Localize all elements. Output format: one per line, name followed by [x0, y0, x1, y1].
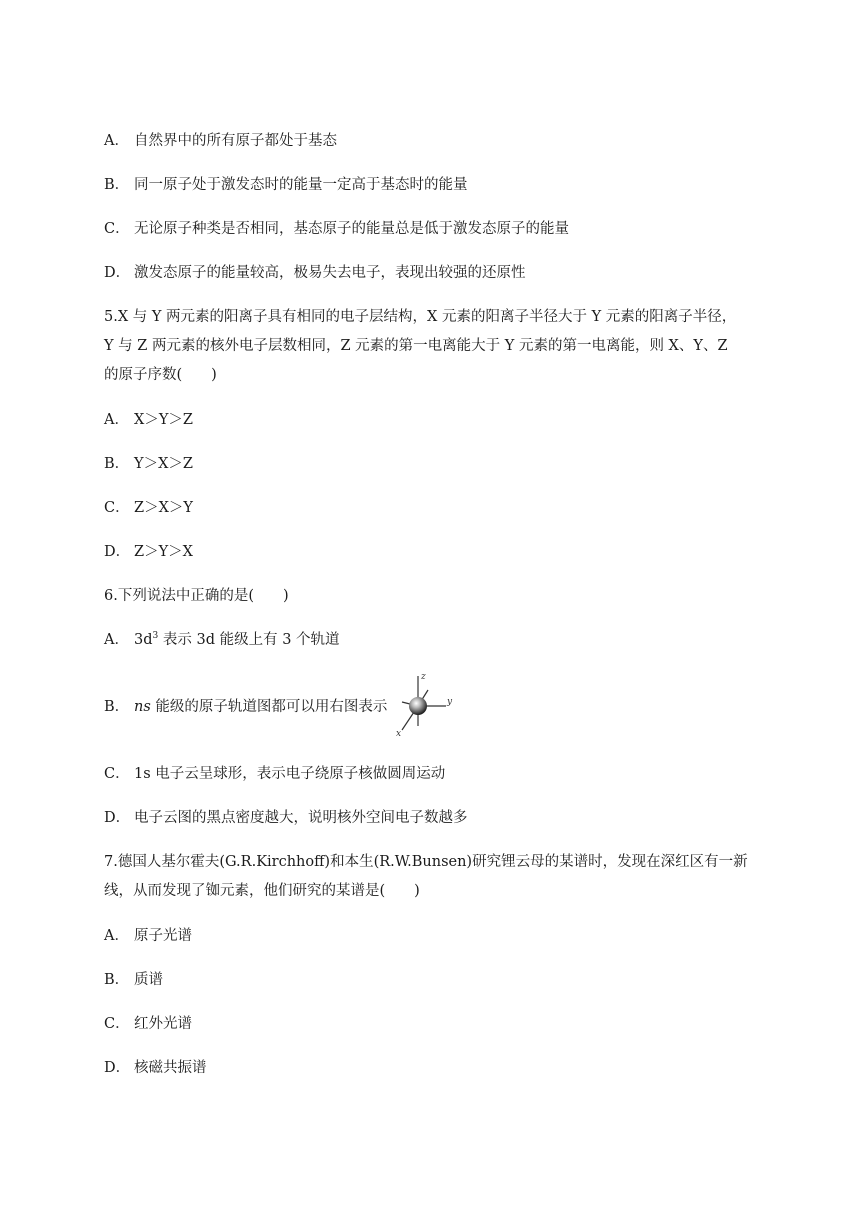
q7-option-a — [104, 926, 192, 946]
option-text-post: 表示 3d 能级上有 3 个轨道 — [162, 632, 340, 648]
option-text: 原子光谱 — [134, 928, 192, 944]
q6-stem: 6.下列说法中正确的是( ) — [104, 588, 289, 604]
option-letter: A． — [104, 412, 129, 428]
superscript: 3 — [152, 631, 159, 642]
q7-option-c — [104, 1014, 192, 1034]
option-text: X＞Y＞Z — [134, 412, 193, 428]
option-letter: C． — [104, 221, 130, 237]
option-text: 1s 电子云呈球形，表示电子绕原子核做圆周运动 — [134, 766, 446, 782]
q6-option-c — [104, 764, 445, 784]
q4-option-a — [104, 131, 337, 151]
option-text: Z＞Y＞X — [134, 544, 193, 560]
option-text: 电子云图的黑点密度越大，说明核外空间电子数越多 — [134, 810, 468, 826]
option-text: Z＞X＞Y — [134, 500, 193, 516]
option-letter: D． — [104, 1060, 131, 1076]
option-text-pre: 3d — [134, 632, 153, 648]
option-letter: B． — [104, 972, 130, 988]
q7-option-d — [104, 1058, 207, 1078]
option-text: Y＞X＞Z — [134, 456, 193, 472]
option-letter: C． — [104, 766, 130, 782]
option-text-post: 能级的原子轨道图都可以用右图表示 — [150, 699, 388, 715]
option-letter: C． — [104, 1016, 130, 1032]
q6-option-a — [104, 630, 340, 650]
option-letter: B． — [104, 177, 130, 193]
q5-stem-line-2: Y 与 Z 两元素的核外电子层数相同，Z 元素的第一电离能大于 Y 元素的第一电离能，则 X、Y、Z — [104, 338, 728, 354]
option-letter: A． — [104, 632, 129, 648]
option-letter: B． — [104, 456, 130, 472]
option-text: 无论原子种类是否相同，基态原子的能量总是低于激发态原子的能量 — [134, 221, 569, 237]
option-letter: A． — [104, 133, 129, 149]
option-text: 红外光谱 — [134, 1016, 192, 1032]
q5-option-d — [104, 542, 193, 562]
q6-option-b — [104, 697, 387, 717]
z-axis-label: z — [421, 672, 426, 682]
q5-option-a — [104, 410, 193, 430]
option-letter: D． — [104, 810, 131, 826]
option-text: 激发态原子的能量较高，极易失去电子，表现出较强的还原性 — [134, 265, 526, 281]
option-letter: D． — [104, 265, 131, 281]
option-letter: D． — [104, 544, 131, 560]
q5-stem-line-3: 的原子序数( ) — [104, 367, 217, 383]
option-text: 同一原子处于激发态时的能量一定高于基态时的能量 — [134, 177, 468, 193]
q6-option-d — [104, 808, 468, 828]
q4-option-b — [104, 175, 468, 195]
q7-stem-line-2: 线，从而发现了铷元素，他们研究的某谱是( ) — [104, 883, 420, 899]
option-text: 质谱 — [134, 972, 163, 988]
q5-stem-line-1: 5.X 与 Y 两元素的阳离子具有相同的电子层结构，X 元素的阳离子半径大于 Y 元素的阳离子半径， — [104, 309, 737, 325]
q7-stem-line-1: 7.德国人基尔霍夫(G.R.Kirchhoff)和本生(R.W.Bunsen)研究锂云母的某谱时，发现在深红区有一新 — [104, 854, 748, 870]
option-letter: C． — [104, 500, 130, 516]
s-orbital-sphere — [409, 697, 427, 715]
option-letter: A． — [104, 928, 129, 944]
q4-option-d — [104, 263, 526, 283]
q7-option-b — [104, 970, 163, 990]
q4-option-c — [104, 219, 569, 239]
q5-option-b — [104, 454, 193, 474]
q5-option-c — [104, 498, 193, 518]
option-text: 核磁共振谱 — [134, 1060, 207, 1076]
option-text: 自然界中的所有原子都处于基态 — [134, 133, 337, 149]
s-orbital-diagram — [388, 670, 460, 738]
option-text-italic: ns — [134, 699, 151, 715]
y-axis-label: y — [447, 697, 453, 707]
x-axis-label: x — [396, 729, 402, 738]
option-letter: B． — [104, 699, 130, 715]
